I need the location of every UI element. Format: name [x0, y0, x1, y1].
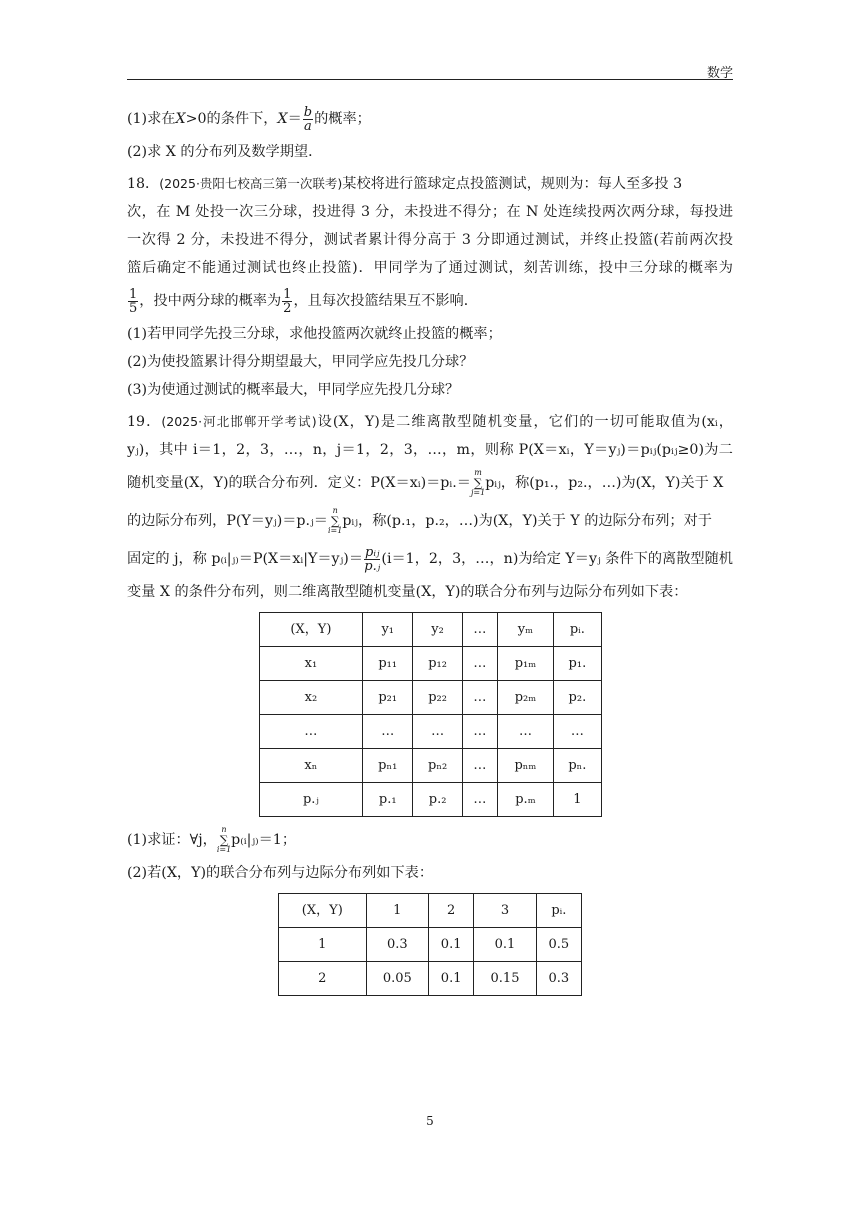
q18-line2: 次，在 M 处投一次三分球，投进得 3 分，未投进不得分；在 N 处连续投两次两分球，每投进	[127, 204, 733, 220]
q18-line5	[127, 282, 733, 320]
sum-symbol: ∑	[473, 476, 483, 490]
q18-frac2-num: 1	[283, 286, 292, 302]
q19-line1	[127, 408, 733, 436]
q18-source: (2025·贵阳七校高三第一次联考)	[159, 176, 343, 191]
table2-cell: 0.05	[366, 962, 428, 996]
sum-bottom-i: i=1	[327, 526, 343, 535]
table1-cell: yₘ	[497, 613, 554, 647]
q19-line1-text: 设(X，Y)是二维离散型随机变量，它们的一切可能取值为(xᵢ，	[316, 414, 733, 430]
table2-cell: 0.1	[429, 928, 474, 962]
q19-line2: yⱼ)，其中 i＝1，2，3，…，n，j＝1，2，3，…，m，则称 P(X＝xᵢ，Y＝yⱼ)＝pᵢⱼ(pᵢⱼ≥0)为二	[127, 442, 733, 458]
table2-row	[279, 894, 582, 928]
q17-var-x2: X	[277, 111, 288, 127]
table1-cell: …	[413, 715, 463, 749]
table1-cell: …	[554, 715, 601, 749]
table1-cell: …	[463, 613, 498, 647]
table2-cell: 1	[279, 928, 367, 962]
q18-line5-text-b: ，且每次投篮结果互不影响．	[293, 293, 478, 309]
table1-cell: p₂₁	[363, 681, 413, 715]
q18-sub3: (3)为使通过测试的概率最大，甲同学应先投几分球？	[127, 382, 460, 398]
q19-sub1	[127, 821, 733, 859]
q17-part1-text-b: >0的条件下，	[185, 111, 278, 127]
table1-cell: pₙₘ	[497, 749, 554, 783]
header-subject: 数学	[706, 66, 733, 81]
table1-cell: y₁	[363, 613, 413, 647]
sum-top-n: n	[332, 506, 338, 515]
sum-top-m: m	[474, 468, 482, 477]
table2-cell: (X，Y)	[279, 894, 367, 928]
q19-fraction	[364, 546, 380, 573]
table1-cell: pₙ.	[554, 749, 601, 783]
table1-cell: pₙ₂	[413, 749, 463, 783]
table1-row	[259, 749, 601, 783]
table1-cell: p₁₂	[413, 647, 463, 681]
q19-line5-text-a: 固定的 j，称 p₍ᵢ|ⱼ₎＝P(X＝xᵢ|Y＝yⱼ)＝	[127, 551, 364, 567]
table1-cell: p.ⱼ	[259, 783, 363, 817]
table1-cell: …	[463, 681, 498, 715]
table1-cell: p₂ₘ	[497, 681, 554, 715]
table1-cell: (X，Y)	[259, 613, 363, 647]
q18-frac1-den: 5	[129, 300, 138, 316]
q18-fraction-1-2	[282, 288, 292, 315]
q17-equals: ＝	[287, 111, 302, 127]
table1-cell: 1	[554, 783, 601, 817]
table2-cell: 1	[366, 894, 428, 928]
q18-fraction-1-5	[128, 288, 138, 315]
table2-row	[279, 962, 582, 996]
q19-line4	[127, 502, 733, 540]
joint-distribution-table-numeric	[278, 893, 582, 996]
table1-cell: x₁	[259, 647, 363, 681]
table2-cell: 3	[474, 894, 536, 928]
table1-row	[259, 613, 601, 647]
table1-cell: xₙ	[259, 749, 363, 783]
summation-j	[471, 468, 485, 498]
summation-i	[328, 506, 342, 536]
table2-cell: 2	[279, 962, 367, 996]
table1-cell: y₂	[413, 613, 463, 647]
table2-cell: 0.1	[474, 928, 536, 962]
q19-sub2: (2)若(X，Y)的联合分布列与边际分布列如下表：	[127, 865, 434, 881]
q19-line4-text-a: 的边际分布列，P(Y＝yⱼ)＝p.ⱼ＝	[127, 513, 328, 529]
table2-cell: pᵢ.	[536, 894, 581, 928]
q17-part1	[127, 100, 733, 138]
table1-cell: p.₂	[413, 783, 463, 817]
table2-cell: 0.1	[429, 962, 474, 996]
q18-frac1-num: 1	[129, 286, 138, 302]
q17-frac-num: b	[303, 104, 313, 120]
table1-cell: p₂₂	[413, 681, 463, 715]
q18-sub1: (1)若甲同学先投三分球，求他投篮两次就终止投篮的概率；	[127, 326, 502, 342]
q19-source: (2025·河北邯郸开学考试)	[161, 414, 317, 429]
q17-fraction	[303, 106, 313, 133]
table1-cell: …	[463, 749, 498, 783]
q19-line6: 变量 X 的条件分布列，则二维离散型随机变量(X，Y)的联合分布列与边际分布列如下表：	[127, 584, 688, 600]
table1-cell: p.ₘ	[497, 783, 554, 817]
q18-number: 18．	[127, 176, 160, 192]
q18-line3: 一次得 2 分，未投进不得分，测试者累计得分高于 3 分即通过测试，并终止投篮(若前两次投	[127, 232, 733, 248]
q18-line5-text-a: ，投中两分球的概率为	[139, 293, 282, 309]
q19-sub1-text-a: (1)求证：∀j，	[127, 832, 217, 848]
sum-symbol-sub1: ∑	[219, 833, 229, 847]
table2-cell: 2	[429, 894, 474, 928]
table1-cell: p₁ₘ	[497, 647, 554, 681]
q19-line3	[127, 464, 733, 502]
q19-frac-num: pᵢⱼ	[365, 544, 380, 560]
table1-cell: …	[363, 715, 413, 749]
sum-top-n-sub1: n	[221, 825, 227, 834]
sum-symbol-2: ∑	[330, 514, 340, 528]
q18-line4: 篮后确定不能通过测试也终止投篮)．甲同学为了通过测试，刻苦训练，投中三分球的概率为	[127, 260, 733, 276]
table1-cell: p₂.	[554, 681, 601, 715]
q18-line1	[127, 170, 733, 198]
table2-row	[279, 928, 582, 962]
q18-line1-text: 某校将进行篮球定点投篮测试，规则为：每人至多投 3	[342, 176, 683, 192]
sum-bottom-i-sub1: i=1	[216, 845, 232, 854]
table1-cell: …	[463, 783, 498, 817]
q17-part1-text-a: (1)求在	[127, 111, 176, 127]
page-content	[127, 100, 733, 996]
page-number: 5	[426, 1114, 434, 1128]
summation-sub1	[217, 825, 231, 855]
q19-number: 19．	[127, 414, 162, 430]
joint-distribution-table-general	[259, 612, 602, 817]
q19-line3-text-a: 随机变量(X，Y)的联合分布列．定义：P(X＝xᵢ)＝pᵢ.＝	[127, 475, 471, 491]
table1-row	[259, 715, 601, 749]
table1-cell: pᵢ.	[554, 613, 601, 647]
q17-var-x: X	[175, 111, 186, 127]
q19-line5	[127, 540, 733, 578]
q17-part1-text-e: 的概率；	[314, 111, 371, 127]
table2-cell: 0.5	[536, 928, 581, 962]
q17-frac-den: a	[304, 118, 312, 134]
table1-cell: …	[259, 715, 363, 749]
table1-cell: …	[463, 647, 498, 681]
q19-line4-text-b: pᵢⱼ，称(p.₁，p.₂，…)为(X，Y)关于 Y 的边际分布列；对于	[342, 513, 712, 529]
q19-sub1-text-b: p₍ᵢ|ⱼ₎＝1；	[231, 832, 297, 848]
table2-cell: 0.3	[366, 928, 428, 962]
q17-part2: (2)求 X 的分布列及数学期望．	[127, 144, 323, 160]
table1-cell: p.₁	[363, 783, 413, 817]
table1-row	[259, 783, 601, 817]
q19-frac-den: p.ⱼ	[364, 558, 381, 574]
q18-sub2: (2)为使投篮累计得分期望最大，甲同学应先投几分球？	[127, 354, 474, 370]
header-rule	[127, 79, 733, 80]
table1-cell: …	[497, 715, 554, 749]
table2-cell: 0.15	[474, 962, 536, 996]
table2-cell: 0.3	[536, 962, 581, 996]
table1-cell: …	[463, 715, 498, 749]
q18-frac2-den: 2	[283, 300, 292, 316]
sum-bottom-j: j=1	[470, 488, 486, 497]
table1-cell: p₁.	[554, 647, 601, 681]
q19-line5-text-b: (i＝1，2，3，…，n)为给定 Y＝yⱼ 条件下的离散型随机	[381, 551, 733, 567]
q19-line3-text-b: pᵢⱼ，称(p₁.，p₂.，…)为(X，Y)关于 X	[485, 475, 724, 491]
table1-row	[259, 647, 601, 681]
table1-row	[259, 681, 601, 715]
table1-cell: pₙ₁	[363, 749, 413, 783]
table1-cell: x₂	[259, 681, 363, 715]
table1-cell: p₁₁	[363, 647, 413, 681]
